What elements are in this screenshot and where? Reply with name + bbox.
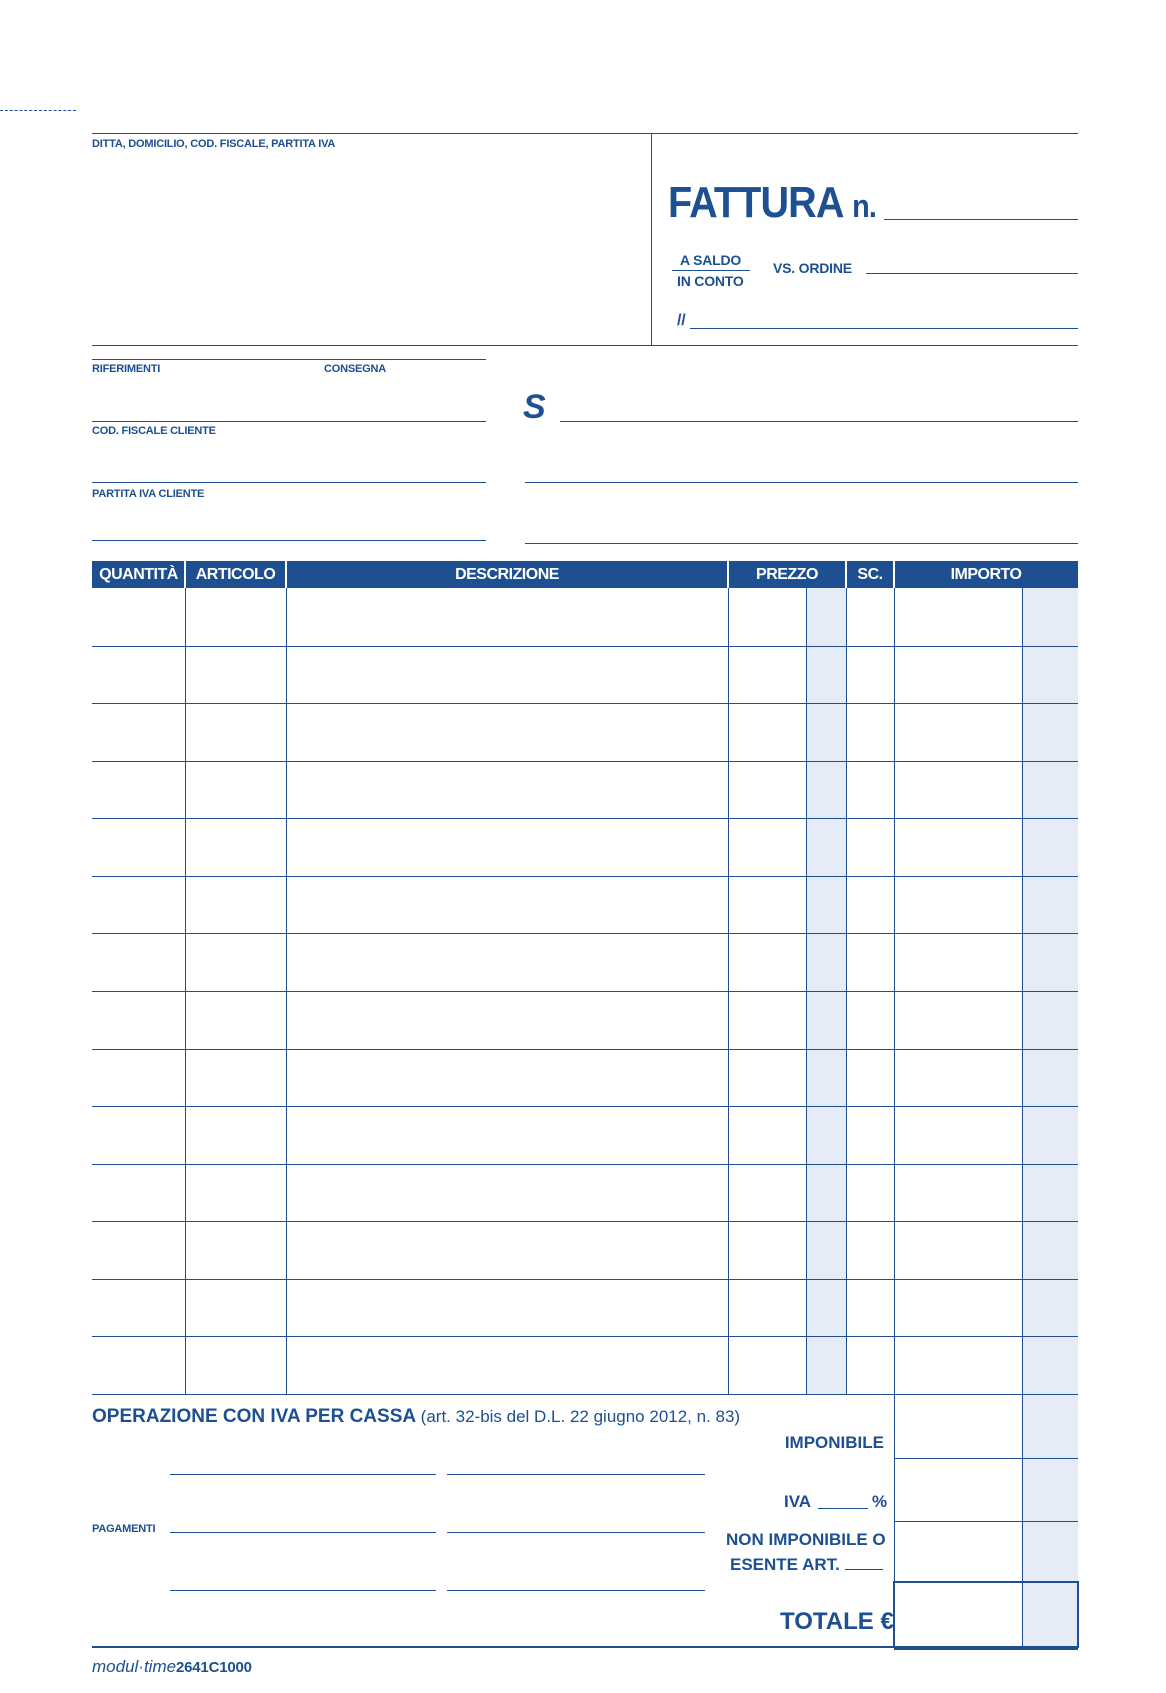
riferimenti-field[interactable] [92, 421, 486, 422]
cod-fiscale-label: COD. FISCALE CLIENTE [92, 425, 216, 437]
col-prezzo: PREZZO [756, 566, 818, 583]
footer-rule [92, 1646, 1078, 1648]
pagamenti-field[interactable] [170, 1474, 436, 1475]
date-field[interactable] [690, 328, 1078, 329]
consegna-label: CONSEGNA [324, 363, 386, 375]
cut-mark [0, 110, 76, 111]
a-saldo-label: A SALDO [680, 252, 742, 268]
table-row [92, 818, 1078, 819]
addressee-mark: S [523, 388, 546, 426]
pagamenti-field[interactable] [447, 1532, 705, 1533]
vs-ordine-field[interactable] [866, 273, 1078, 274]
header-sep [727, 561, 729, 588]
table-col-rule [1022, 588, 1023, 1648]
riferimenti-top-rule [92, 359, 486, 360]
addressee-line-1[interactable] [560, 421, 1078, 422]
table-row [92, 1394, 1078, 1395]
pagamenti-field[interactable] [170, 1590, 436, 1591]
invoice-number-field[interactable] [884, 219, 1078, 220]
imponibile-label: IMPONIBILE [784, 1433, 884, 1452]
header-top-rule [92, 133, 1078, 134]
col-quantita: QUANTITÀ [99, 566, 178, 583]
header-sep [184, 561, 186, 588]
col-descrizione: DESCRIZIONE [455, 566, 559, 583]
table-row [92, 1106, 1078, 1107]
in-conto-label: IN CONTO [677, 273, 744, 289]
partita-iva-label: PARTITA IVA CLIENTE [92, 488, 205, 500]
pagamenti-field[interactable] [447, 1590, 705, 1591]
iva-percent: % [872, 1492, 888, 1511]
addressee-line-2[interactable] [525, 482, 1078, 483]
col-sc: SC. [857, 566, 883, 583]
esente-art-label: ESENTE ART. [730, 1555, 840, 1574]
form-code: 2641C1000 [176, 1659, 252, 1676]
table-row [92, 703, 1078, 704]
table-row [92, 1049, 1078, 1050]
table-row [92, 933, 1078, 934]
totale-box-right [1077, 1581, 1079, 1648]
iva-rate-field[interactable] [818, 1508, 868, 1509]
col-importo: IMPORTO [950, 566, 1022, 583]
header-divider [651, 133, 652, 345]
cod-fiscale-field[interactable] [92, 482, 486, 483]
table-row [92, 876, 1078, 877]
non-imponibile-label: NON IMPONIBILE O [726, 1530, 886, 1549]
importo-cents-shade [1022, 588, 1078, 1648]
pagamenti-field[interactable] [447, 1474, 705, 1475]
iva-cassa-note: OPERAZIONE CON IVA PER CASSA (art. 32-bis del D.L. 22 giugno 2012, n. 83) [92, 1406, 741, 1427]
a-saldo-divider [672, 270, 750, 271]
table-row [92, 1221, 1078, 1222]
table-col-rule [894, 588, 895, 1648]
table-row [92, 1336, 1078, 1337]
header-sep [845, 561, 847, 588]
table-row [92, 646, 1078, 647]
partita-iva-field[interactable] [92, 540, 486, 541]
header-bottom-rule [92, 345, 1078, 346]
addressee-line-3[interactable] [525, 543, 1078, 544]
table-row [92, 1279, 1078, 1280]
col-articolo: ARTICOLO [195, 566, 276, 583]
table-row [92, 761, 1078, 762]
non-imponibile-rule [894, 1581, 1078, 1583]
header-sep [893, 561, 895, 588]
invoice-title: FATTURA n. [668, 178, 876, 227]
table-row [92, 1164, 1078, 1165]
iva-label: IVA [784, 1492, 812, 1511]
table-row [92, 991, 1078, 992]
header-sep [285, 561, 287, 588]
brand-logo: modul·time [92, 1657, 177, 1676]
vs-ordine-label: VS. ORDINE [773, 260, 852, 276]
iva-rule [894, 1521, 1078, 1522]
imponibile-rule [894, 1458, 1078, 1459]
pagamenti-field[interactable] [170, 1532, 436, 1533]
totale-rule [894, 1648, 1078, 1650]
pagamenti-label: PAGAMENTI [92, 1523, 156, 1535]
riferimenti-label: RIFERIMENTI [92, 363, 161, 375]
esente-art-field[interactable] [845, 1569, 883, 1570]
totale-label: TOTALE € [780, 1608, 894, 1635]
company-label: DITTA, DOMICILIO, COD. FISCALE, PARTITA IVA [92, 138, 336, 150]
date-separator: // [677, 312, 686, 329]
